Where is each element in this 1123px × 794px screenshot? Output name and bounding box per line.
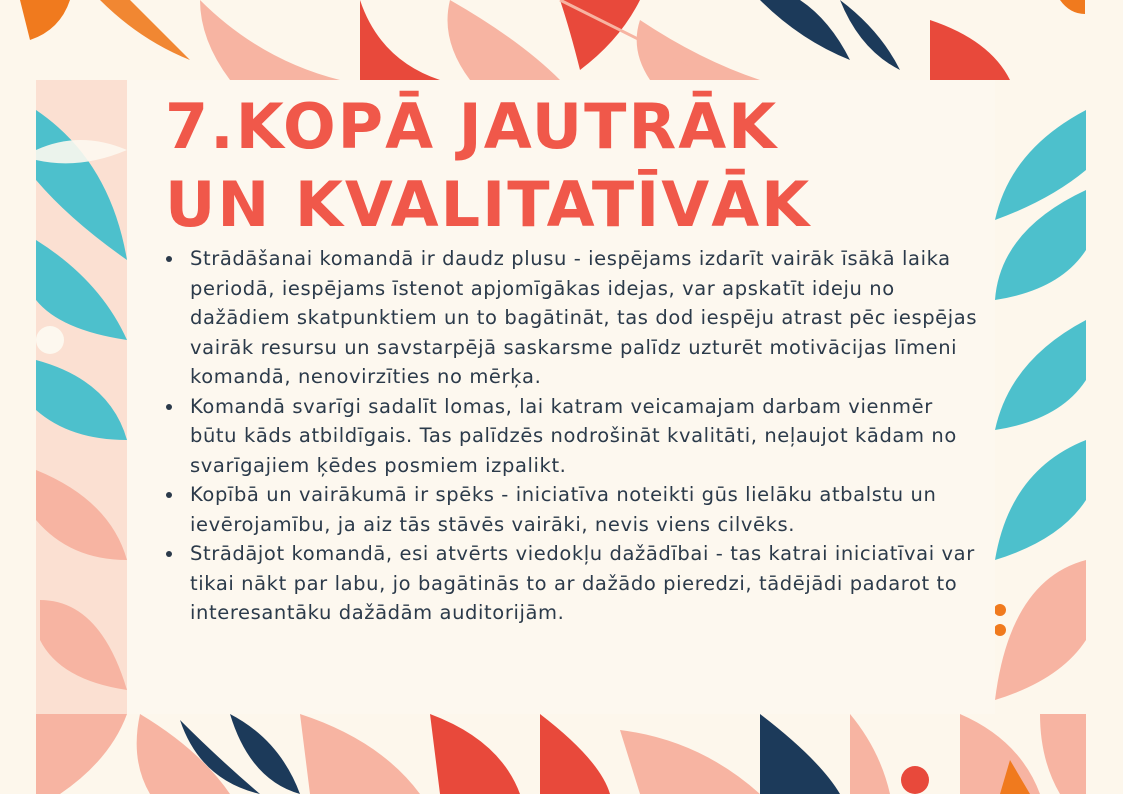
leaf-icon — [20, 0, 70, 40]
leaf-icon — [620, 730, 760, 794]
bullet-list — [190, 244, 980, 628]
top-floral-cluster — [20, 0, 1085, 80]
leaf-icon — [637, 20, 760, 80]
flower-icon — [36, 326, 64, 354]
leaf-icon — [100, 0, 190, 60]
leaf-icon — [760, 714, 840, 794]
leaf-icon — [760, 0, 850, 60]
leaf-icon — [1040, 714, 1086, 794]
leaf-icon — [960, 714, 1040, 794]
flower-icon — [901, 766, 929, 794]
list-item: Kopībā un vairākumā ir spēks - iniciatīva noteikti gūs lielāku atbalstu un ievērojamību, ja aiz tās stāvēs vairāki, nevis viens cilvēks. — [190, 480, 980, 539]
list-item: Strādāšanai komandā ir daudz plusu - iespējams izdarīt vairāk īsākā laika periodā, iespējams īstenot apjomīgākas idejas, var apskatīt ideju no dažādiem skatpunktiem un to bagātināt, tas dod iespēju atrast pēc iespējas vairāk resursu un savstarpējā saskarsme palīdz uzturēt motivācijas līmeni komandā, nenovirzīties no mērķa. — [190, 244, 980, 392]
leaf-icon — [200, 0, 340, 80]
title-line-1: 7.KOPĀ JAUTRĀK — [165, 90, 779, 163]
berry-icon — [994, 604, 1006, 616]
page-title — [165, 88, 811, 244]
leaf-icon — [850, 714, 890, 794]
left-floral-cluster — [36, 80, 127, 714]
title-line-2: UN KVALITATĪVĀK — [165, 168, 812, 241]
leaf-icon — [360, 0, 440, 80]
leaf-icon — [540, 714, 610, 794]
list-item: Komandā svarīgi sadalīt lomas, lai katram veicamajam darbam vienmēr būtu kāds atbildīgais. Tas palīdzēs nodrošināt kvalitāti, neļaujot kādam no svarīgajiem ķēdes posmiem izpalikt. — [190, 392, 980, 481]
list-item: Strādājot komandā, esi atvērts viedokļu dažādībai - tas katrai iniciatīvai var tikai nākt par labu, jo bagātinās to ar dažādo pieredzi, tādējādi padarot to interesantāku dažādām auditorijām. — [190, 539, 980, 628]
leaf-icon — [1060, 0, 1085, 14]
leaf-icon — [36, 714, 127, 794]
leaf-icon — [930, 20, 1010, 80]
berry-icon — [994, 624, 1006, 636]
leaf-icon — [300, 714, 420, 794]
leaf-icon — [430, 714, 520, 794]
right-floral-cluster — [994, 80, 1086, 714]
content-card — [127, 80, 995, 714]
leaf-icon — [448, 0, 561, 80]
bottom-floral-cluster — [36, 714, 1086, 794]
